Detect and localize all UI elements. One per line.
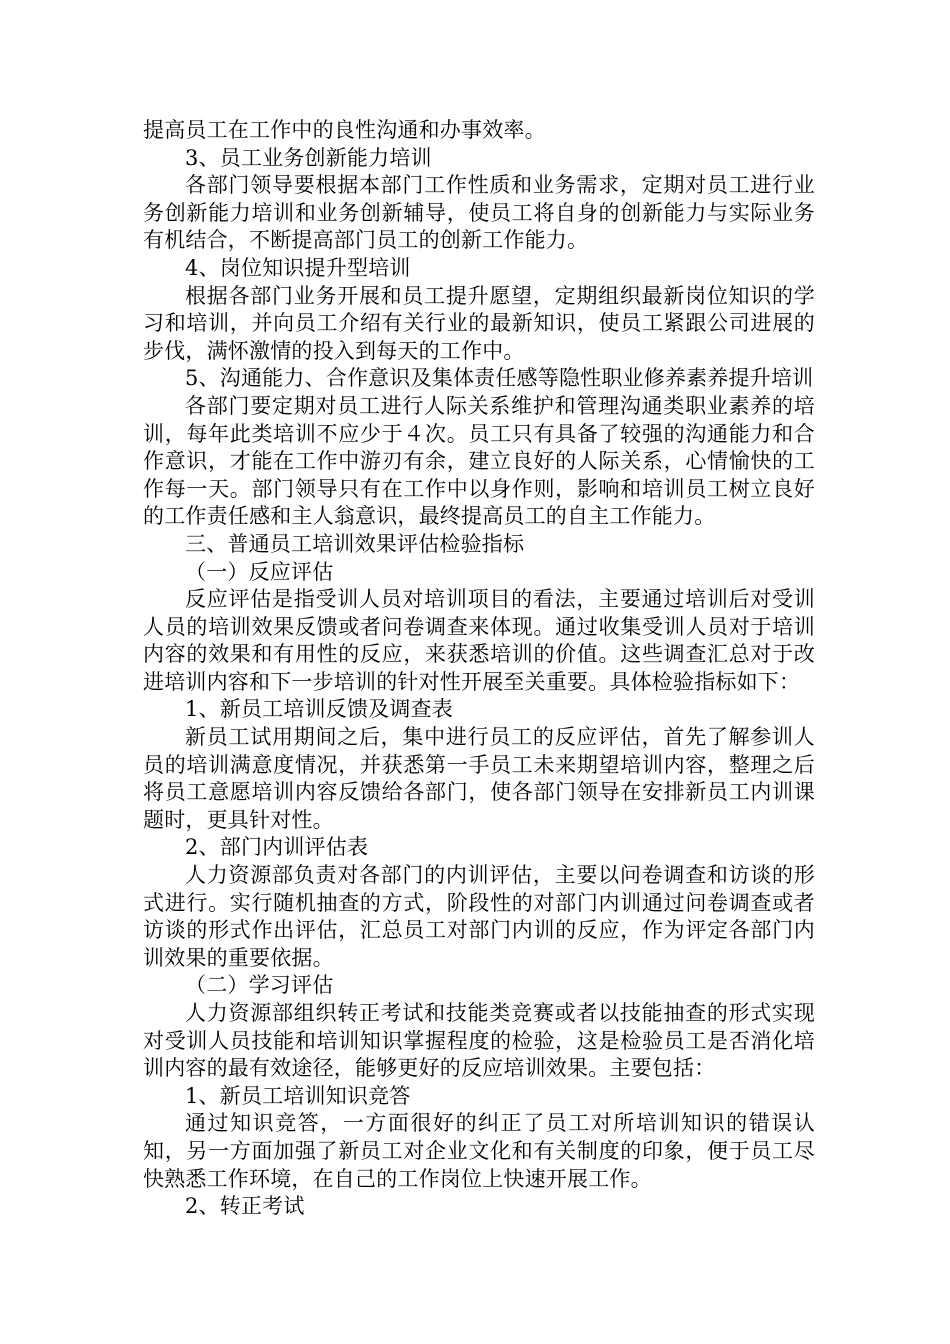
subsection-heading: （一）反应评估 — [185, 559, 334, 584]
paragraph: 新员工试用期间之后，集中进行员工的反应评估，首先了解参训人员的培训满意度情况，并获悉第一手员工未来期望培训内容，整理之后将员工意愿培训内容反馈给各部门，使各部门领导在安排新员工内训课题时，更具针对性。 — [143, 725, 815, 832]
section-heading: 2、部门内训评估表 — [185, 835, 369, 860]
section-heading: 1、新员工培训反馈及调查表 — [185, 697, 453, 722]
paragraph: 反应评估是指受训人员对培训项目的看法，主要通过培训后对受训人员的培训效果反馈或者问卷调查来体现。通过收集受训人员对于培训内容的效果和有用性的反应，来获悉培训的价值。这些调查汇总对于改进培训内容和下一步培训的针对性开展至关重要。具体检验指标如下： — [143, 587, 815, 694]
paragraph-continuation: 提高员工在工作中的良性沟通和办事效率。 — [143, 118, 546, 142]
paragraph: 各部门领导要根据本部门工作性质和业务需求，定期对员工进行业务创新能力培训和业务创新辅导，使员工将自身的创新能力与实际业务有机结合，不断提高部门员工的创新工作能力。 — [143, 173, 815, 253]
paragraph: 通过知识竞答，一方面很好的纠正了员工对所培训知识的错误认知，另一方面加强了新员工对企业文化和有关制度的印象，便于员工尽快熟悉工作环境，在自己的工作岗位上快速开展工作。 — [143, 1111, 815, 1191]
paragraph: 根据各部门业务开展和员工提升愿望，定期组织最新岗位知识的学习和培训，并向员工介绍有关行业的最新知识，使员工紧跟公司进展的步伐，满怀激情的投入到每天的工作中。 — [143, 283, 815, 363]
subsection-heading: （二）学习评估 — [185, 973, 334, 998]
section-heading: 2、转正考试 — [185, 1194, 305, 1219]
paragraph: 人力资源部组织转正考试和技能类竞赛或者以技能抽查的形式实现对受训人员技能和培训知识掌握程度的检验，这是检验员工是否消化培训内容的最有效途径，能够更好的反应培训效果。主要包括： — [143, 1001, 815, 1081]
section-heading: 4、岗位知识提升型培训 — [185, 255, 411, 280]
paragraph: 人力资源部负责对各部门的内训评估，主要以问卷调查和访谈的形式进行。实行随机抽查的方式，阶段性的对部门内训通过问卷调查或者访谈的形式作出评估，汇总员工对部门内训的反应，作为评定各部门内训效果的重要依据。 — [143, 863, 815, 970]
paragraph: 各部门要定期对员工进行人际关系维护和管理沟通类职业素养的培训，每年此类培训不应少于４次。员工只有具备了较强的沟通能力和合作意识，才能在工作中游刃有余，建立良好的人际关系，心情愉快的工作每一天。部门领导只有在工作中以身作则，影响和培训员工树立良好的工作责任感和主人翁意识，最终提高员工的自主工作能力。 — [143, 393, 815, 529]
section-heading: 5、沟通能力、合作意识及集体责任感等隐性职业修养素养提升培训 — [185, 366, 814, 391]
section-heading: 1、新员工培训知识竞答 — [185, 1083, 411, 1108]
document-body — [143, 117, 815, 1221]
section-heading: 3、员工业务创新能力培训 — [185, 145, 432, 170]
section-heading: 三、普通员工培训效果评估检验指标 — [185, 531, 525, 556]
